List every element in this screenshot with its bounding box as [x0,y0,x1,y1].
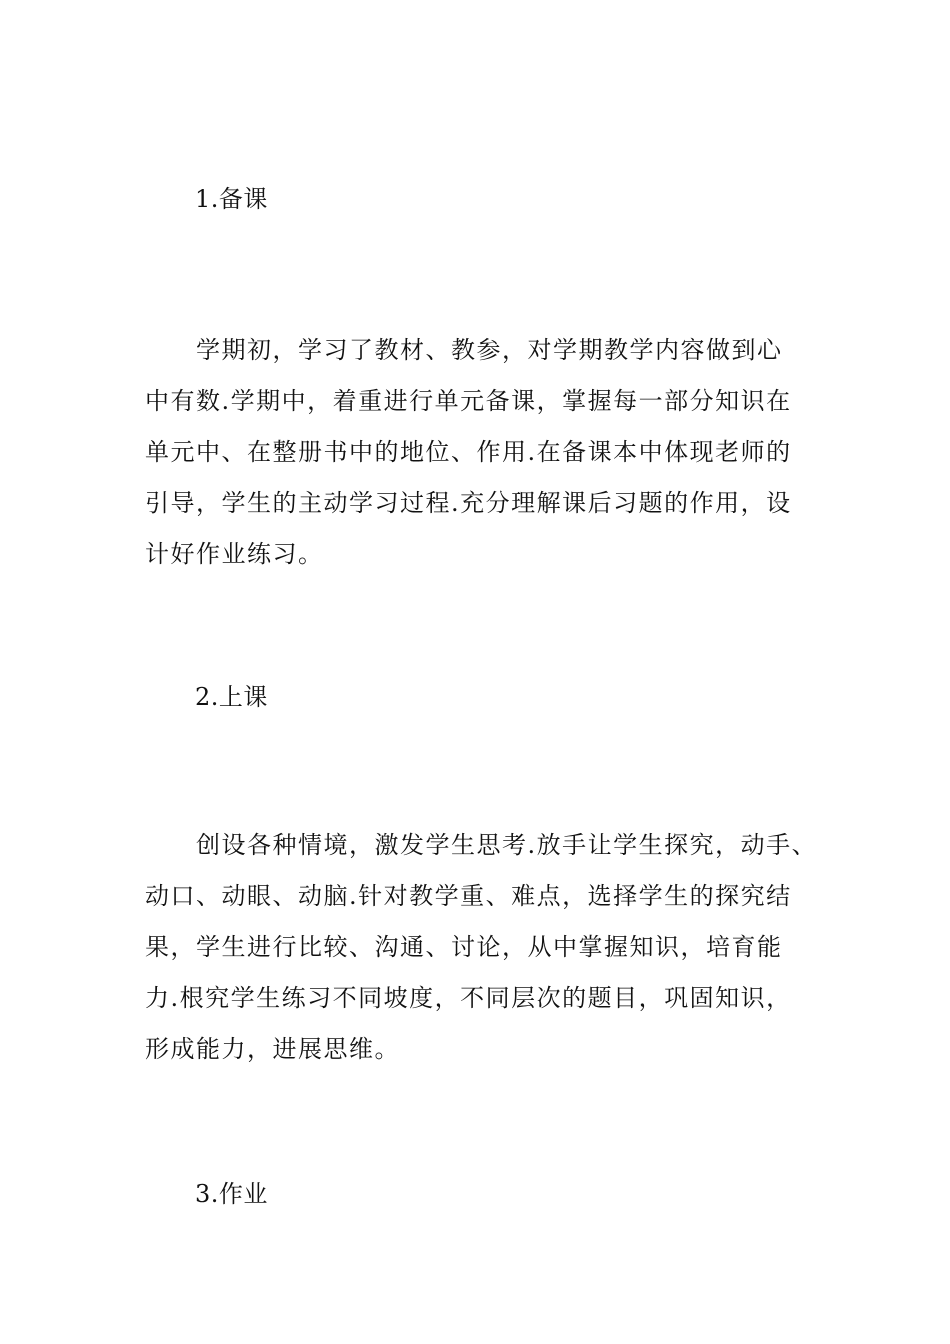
paragraph-line: 引导，学生的主动学习过程.充分理解课后习题的作用，设 [145,489,792,517]
paragraph-line: 创设各种情境，激发学生思考.放手让学生探究，动手、 [145,831,818,859]
section-heading-class-teaching: 2.上课 [195,683,268,711]
paragraph-line: 动口、动眼、动脑.针对教学重、难点，选择学生的探究结 [145,882,792,910]
paragraph-line: 计好作业练习。 [145,540,324,568]
paragraph-line: 中有数.学期中，着重进行单元备课，掌握每一部分知识在 [145,387,792,415]
paragraph-line: 果，学生进行比较、沟通、讨论，从中掌握知识，培育能 [145,933,783,961]
section-paragraph-class-teaching [145,820,845,1075]
paragraph-line: 学期初，学习了教材、教参，对学期教学内容做到心 [145,336,783,364]
section-heading-lesson-prep: 1.备课 [195,185,268,213]
section-paragraph-lesson-prep [145,325,845,580]
paragraph-line: 力.根究学生练习不同坡度，不同层次的题目，巩固知识， [145,984,792,1012]
paragraph-line: 形成能力，进展思维。 [145,1035,400,1063]
paragraph-line: 单元中、在整册书中的地位、作用.在备课本中体现老师的 [145,438,792,466]
section-heading-homework: 3.作业 [195,1180,268,1208]
